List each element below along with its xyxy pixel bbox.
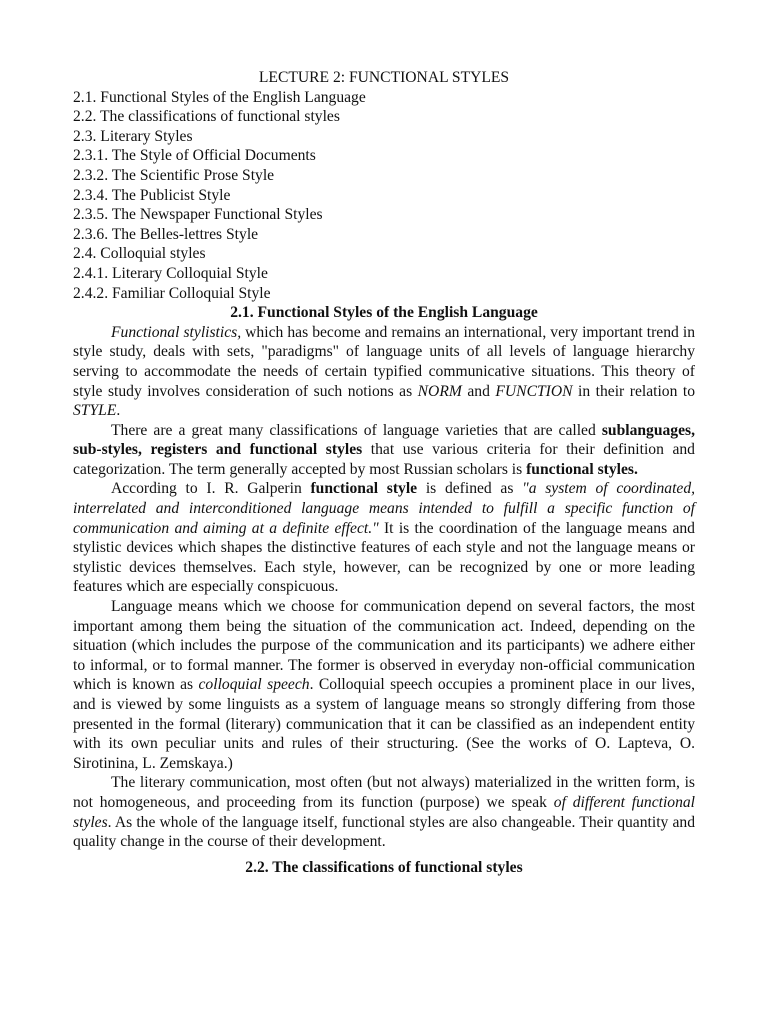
text-run: The literary communication, most often (but not always) materialized in the written form, is not homogeneous, and proceeding from its function (purpose) we speak [73, 774, 695, 811]
text-run: According to I. R. Galperin [111, 480, 311, 498]
text-run: . As the whole of the language itself, functional styles are also changeable. Their quantity and quality change in the course of their development. [73, 813, 695, 851]
toc-item: 2.3.6. The Belles-lettres Style [73, 225, 259, 243]
bold-term: functional styles. [526, 460, 638, 478]
toc-item: 2.3. Literary Styles [73, 127, 193, 145]
toc-item: 2.4.2. Familiar Colloquial Style [73, 284, 271, 302]
text-run: that use various criteria for their definition and categorization. The term generally accepted by most Russian scholars is [73, 441, 695, 478]
document-page [73, 68, 695, 877]
toc-item: 2.3.2. The Scientific Prose Style [73, 166, 275, 184]
text-run: Language means which we choose for communication depend on several factors, the most important among them being the situation of the communication act. Indeed, depending on the situation (which includes the purpose of the communication and its participants) we adhere either to informal, or to formal manner. The former is observed in everyday non-official communication which is known as [73, 598, 695, 694]
paragraph [73, 597, 695, 773]
section-heading: 2.2. The classifications of functional styles [245, 858, 523, 876]
italic-term: Functional stylistics, [111, 323, 242, 341]
text-run: . Colloquial speech occupies a prominent place in our lives, and is viewed by some linguists as a system of language means so strongly differing from those presented in the formal (literary) communication that it can be classified as an independent entity with its own peculiar units and rules of their structuring. (See the works of O. Lapteva, O. Sirotinina, L. Zemskaya.) [73, 676, 695, 772]
section-heading: 2.1. Functional Styles of the English Language [230, 304, 538, 322]
italic-term: FUNCTION [495, 382, 573, 400]
table-of-contents [73, 88, 695, 304]
text-run: It is the coordination of the language means and stylistic devices which shapes the distinctive features of each style and not the language means or stylistic devices themselves. Each style, however, can be recognized by one or more leading features which are especially conspicuous. [73, 519, 695, 596]
text-run: in their relation to [572, 382, 696, 400]
toc-item: 2.3.1. The Style of Official Documents [73, 147, 316, 165]
italic-term: colloquial speech [198, 676, 310, 694]
text-run: which has become and remains an international, very important trend in style study, deals with sets, "paradigms" of language units of all levels of language hierarchy serving to accommodate the needs of certain typified communicative situations. This theory of style study involves consideration of such notions as [73, 323, 696, 400]
italic-quote: "a system of coordinated, interrelated and interconditioned language means intended to fulfill a specific function of communication and aiming at a definite effect." [73, 480, 696, 537]
toc-item: 2.4.1. Literary Colloquial Style [73, 264, 268, 282]
italic-term: NORM [417, 382, 462, 400]
paragraph [73, 773, 695, 851]
toc-item: 2.4. Colloquial styles [73, 245, 206, 263]
paragraph [73, 421, 695, 480]
toc-item: 2.3.4. The Publicist Style [73, 186, 231, 204]
italic-term: of different functional styles [73, 793, 696, 831]
text-run: There are a great many classifications of language varieties that are called [111, 421, 602, 439]
italic-term: STYLE [73, 402, 117, 420]
bold-term: sublanguages, sub-styles, registers and functional styles [73, 421, 695, 459]
bold-term: functional style [310, 480, 418, 498]
toc-item: 2.2. The classifications of functional styles [73, 108, 340, 126]
text-run: is defined as [417, 480, 523, 498]
lecture-title: LECTURE 2: FUNCTIONAL STYLES [258, 69, 510, 86]
toc-item: 2.1. Functional Styles of the English Language [73, 88, 366, 106]
paragraph [73, 479, 695, 597]
paragraph [73, 323, 695, 421]
text-run: . [116, 402, 121, 420]
toc-item: 2.3.5. The Newspaper Functional Styles [73, 206, 323, 224]
text-run: and [461, 382, 496, 400]
